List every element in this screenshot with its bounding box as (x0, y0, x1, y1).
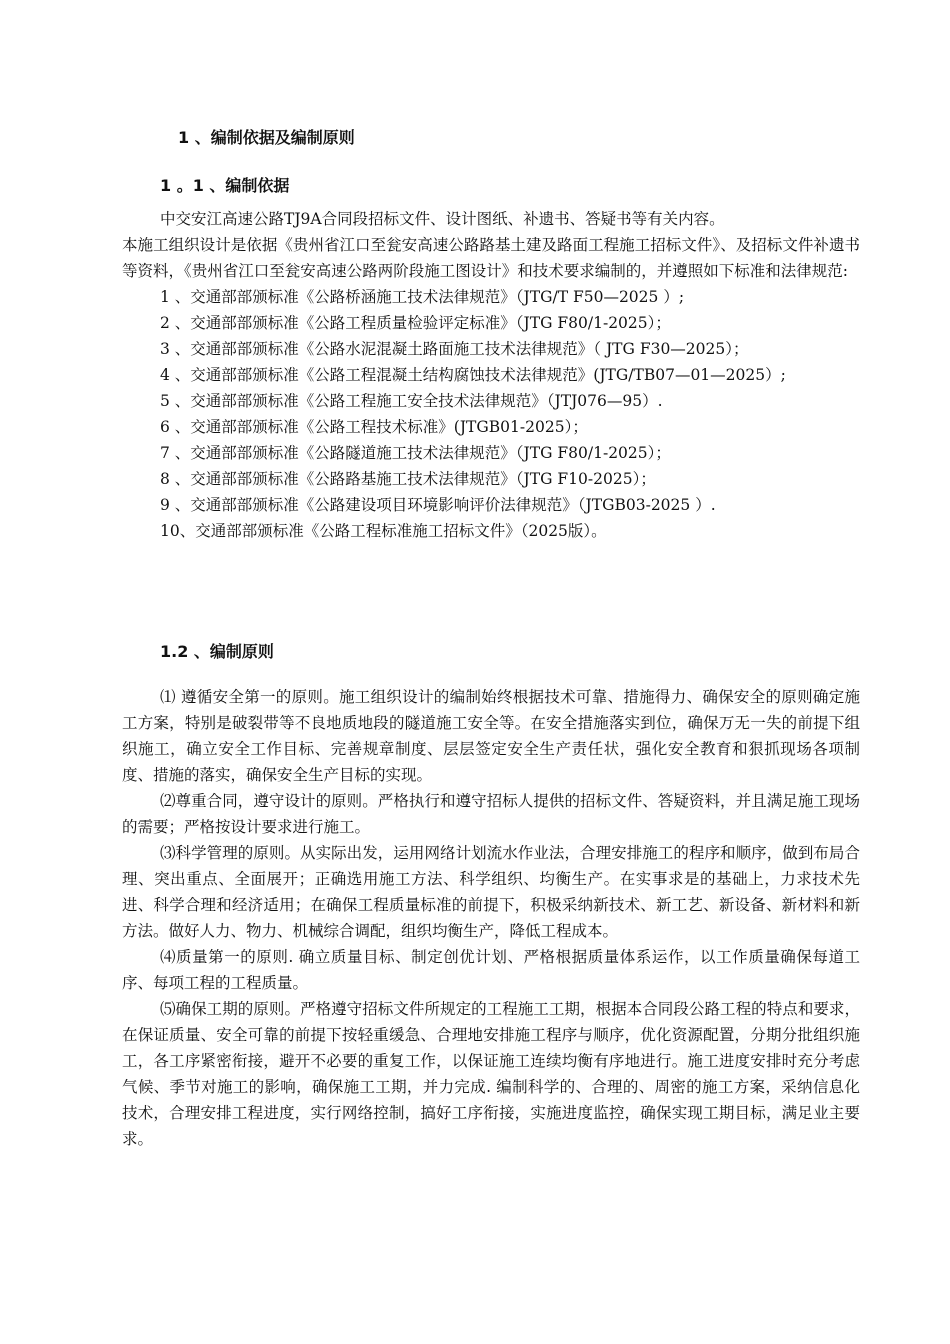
principle-1: ⑴ 遵循安全第一的原则。施工组织设计的编制始终根据技术可靠、措施得力、确保安全的原则确定施工方案，特别是破裂带等不良地质地段的隧道施工安全等。在安全措施落实到位，确保万无一失的前提下组织施工，确立安全工作目标、完善规章制度、层层签定安全生产责任状，强化安全教育和狠抓现场各项制度、措施的落实，确保安全生产目标的实现。 (122, 688, 860, 784)
standard-item-3: 3 、交通部部颁标准《公路水泥混凝土路面施工技术法律规范》（ JTG F30—2025）； (160, 340, 749, 358)
standard-item-6: 6 、交通部部颁标准《公路工程技术标准》(JTGB01-2025）； (160, 418, 588, 436)
standard-item-1: 1 、交通部部颁标准《公路桥涵施工技术法律规范》（JTG/T F50—2025 ）; (160, 288, 685, 306)
section-heading-1-2: 1.2 、编制原则 (160, 642, 274, 661)
principle-4: ⑷质量第一的原则. 确立质量目标、制定创优计划、严格根据质量体系运作，以工作质量确保每道工序、每项工程的工程质量。 (122, 948, 860, 992)
standard-item-4: 4 、交通部部颁标准《公路工程混凝土结构腐蚀技术法律规范》(JTG/TB07—01—2025）; (160, 366, 786, 384)
compilation-principles-section (122, 684, 860, 1152)
standard-item-7: 7 、交通部部颁标准《公路隧道施工技术法律规范》（JTG F80/1-2025）； (160, 444, 671, 462)
basis-paragraph-1: 中交安江高速公路TJ9A合同段招标文件、设计图纸、补遗书、答疑书等有关内容。 (160, 210, 725, 228)
basis-paragraph-2: 本施工组织设计是依据《贵州省江口至瓮安高速公路路基土建及路面工程施工招标文件》、及招标文件补遗书等资料，《贵州省江口至瓮安高速公路两阶段施工图设计》和技术要求编制的，并遵照如下标准和法律规范: (122, 236, 860, 280)
principle-5: ⑸确保工期的原则。严格遵守招标文件所规定的工程施工工期，根据本合同段公路工程的特点和要求，在保证质量、安全可靠的前提下按轻重缓急、合理地安排施工程序与顺序，优化资源配置，分期分批组织施工，各工序紧密衔接，避开不必要的重复工作，以保证施工连续均衡有序地进行。施工进度安排时充分考虑气候、季节对施工的影响，确保施工工期，并力完成. 编制科学的、合理的、周密的施工方案，采纳信息化技术，合理安排工程进度，实行网络控制，搞好工序衔接，实施进度监控，确保实现工期目标，满足业主要求。 (122, 1000, 860, 1148)
standard-item-2: 2 、交通部部颁标准《公路工程质量检验评定标准》（JTG F80/1-2025）； (160, 314, 671, 332)
standard-item-9: 9 、交通部部颁标准《公路建设项目环境影响评价法律规范》（JTGB03-2025 ）. (160, 496, 716, 514)
principle-3: ⑶科学管理的原则。从实际出发，运用网络计划流水作业法，合理安排施工的程序和顺序，做到布局合理、突出重点、全面展开；正确选用施工方法、科学组织、均衡生产。在实事求是的基础上，力求技术先进、科学合理和经济适用；在确保工程质量标准的前提下，积极采纳新技术、新工艺、新设备、新材料和新方法。做好人力、物力、机械综合调配，组织均衡生产，降低工程成本。 (122, 844, 860, 940)
section-heading-1-1: 1 。1 、编制依据 (160, 176, 290, 195)
principle-2: ⑵尊重合同，遵守设计的原则。严格执行和遵守招标人提供的招标文件、答疑资料，并且满足施工现场的需要；严格按设计要求进行施工。 (122, 792, 860, 836)
section-heading-1: 1 、编制依据及编制原则 (178, 128, 355, 147)
standard-item-8: 8 、交通部部颁标准《公路路基施工技术法律规范》（JTG F10-2025）； (160, 470, 656, 488)
standard-item-10: 10、交通部部颁标准《公路工程标准施工招标文件》（2025版）。 (160, 522, 607, 540)
compilation-basis-section (122, 206, 860, 544)
standard-item-5: 5 、交通部部颁标准《公路工程施工安全技术法律规范》（JTJ076—95）. (160, 392, 663, 410)
